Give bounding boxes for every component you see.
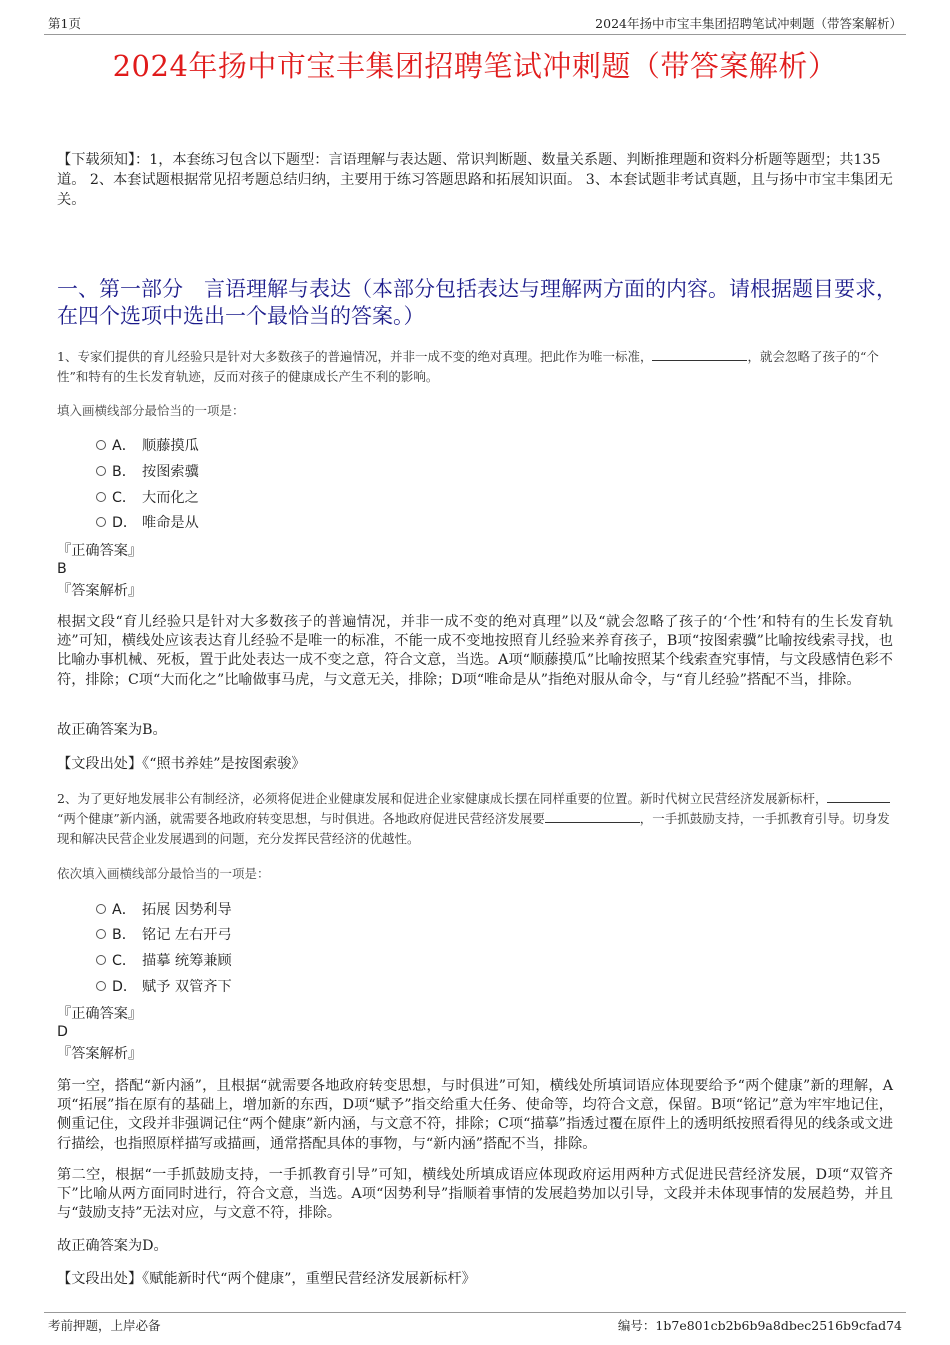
page-header xyxy=(44,12,906,35)
page-title: 2024年扬中市宝丰集团招聘笔试冲刺题（带答案解析） xyxy=(112,49,838,83)
header-doc-title: 2024年扬中市宝丰集团招聘笔试冲刺题（带答案解析） xyxy=(595,16,902,31)
question-2-analysis-2: 第二空，根据“一手抓鼓励支持，一手抓教育引导”可知，横线处所填成语应体现政府运用两种方式促进民营经济发展，D项“双管齐下”比喻从两方面同时进行，符合文意，当选。A项“因势利导”指顺着事情的发展趋势加以引导，文段并未体现事情的发展趋势，并且与“鼓励支持”无法对应，与文意不符，排除。 xyxy=(57,1167,893,1222)
page-number: 第1页 xyxy=(48,16,81,31)
radio-icon[interactable] xyxy=(96,517,106,527)
download-notice: 【下载须知】：1，本套练习包含以下题型：言语理解与表达题、常识判断题、数量关系题、判断推理题和资料分析题等题型；共135道。 2、本套试题根据常见招考题总结归纳，主要用于练习答题思路和拓展知识面。 3、本套试题非考试真题，且与扬中市宝丰集团无关。 xyxy=(57,152,893,208)
question-1-option-d[interactable]: D． 唯命是从 xyxy=(96,513,199,533)
answer-blank xyxy=(827,790,890,803)
question-2-conclusion: 故正确答案为D。 xyxy=(57,1238,168,1254)
question-2-option-d[interactable]: D． 赋予 双管齐下 xyxy=(96,977,232,997)
question-1-option-b[interactable]: B． 按图索骥 xyxy=(96,462,199,482)
analysis-label: 『答案解析』 xyxy=(57,583,143,599)
footer-doc-id: 编号：1b7e801cb2b6b9a8dbec2516b9cfad74 xyxy=(617,1318,902,1333)
question-1-option-c[interactable]: C． 大而化之 xyxy=(96,488,199,508)
question-1-answer: B xyxy=(57,561,67,577)
question-2-source: 【文段出处】《赋能新时代“两个健康”，重塑民营经济发展新标杆》 xyxy=(57,1271,476,1287)
question-1-analysis: 根据文段“育儿经验只是针对大多数孩子的普遍情况，并非一成不变的绝对真理”以及“就会忽略了孩子的‘个性’和特有的生长发育轨迹”可知，横线处应该表达育儿经验不是唯一的标准，不能一成不变地按照育儿经验来养育孩子，B项“按图索骥”比喻按线索寻找，也比喻办事机械、死板，置于此处表达一成不变之意，符合文意，当选。A项“顺藤摸瓜”比喻按照某个线索查究事情，与文段感情色彩不符，排除；C项“大而化之”比喻做事马虎，与文意无关，排除；D项“唯命是从”指绝对服从命令，与“育儿经验”搭配不当，排除。 xyxy=(57,614,893,688)
footer-slogan: 考前押题，上岸必备 xyxy=(48,1318,161,1333)
radio-icon[interactable] xyxy=(96,929,106,939)
question-2-text: 2、为了更好地发展非公有制经济，必须将促进企业健康发展和促进企业家健康成长摆在同样重要的位置。新时代树立民营经济发展新标杆，“两个健康”新内涵，就需要各地政府转变思想，与时俱进。各地政府促进民营经济发展要 ，一手抓鼓励支持，一手抓教育引导。切身发现和解决民营企业发展遇到的问题，充分发挥民营经济的优越性。 xyxy=(57,791,890,846)
radio-icon[interactable] xyxy=(96,981,106,991)
radio-icon[interactable] xyxy=(96,492,106,502)
correct-answer-label: 『正确答案』 xyxy=(57,1006,143,1022)
radio-icon[interactable] xyxy=(96,440,106,450)
page-footer xyxy=(44,1312,906,1335)
question-2-option-a[interactable]: A． 拓展 因势利导 xyxy=(96,900,232,920)
question-1-option-a[interactable]: A． 顺藤摸瓜 xyxy=(96,436,199,456)
answer-blank xyxy=(545,810,640,823)
question-1-conclusion: 故正确答案为B。 xyxy=(57,722,167,738)
analysis-label: 『答案解析』 xyxy=(57,1046,143,1062)
question-2-answer: D xyxy=(57,1024,68,1040)
question-1-text: 1、专家们提供的育儿经验只是针对大多数孩子的普遍情况，并非一成不变的绝对真理。把此作为唯一标准， ，就会忽略了孩子的“个性”和特有的生长发育轨迹，反而对孩子的健康成长产生不利的影响。 xyxy=(57,349,879,384)
answer-blank xyxy=(652,348,747,361)
question-2-analysis-1: 第一空，搭配“新内涵”，且根据“就需要各地政府转变思想，与时俱进”可知，横线处所填词语应体现要给予“两个健康”新的理解，A项“拓展”指在原有的基础上，增加新的东西，D项“赋予”指交给重大任务、使命等，均符合文意，保留。B项“铭记”意为牢牢地记住，侧重记住，文段并非强调记住“两个健康”新内涵，与文意不符，排除；C项“描摹”指透过覆在原件上的透明纸按照看得见的线条或文进行描绘，也指照原样描写或描画，通常搭配具体的事物，与“新内涵”搭配不当，排除。 xyxy=(57,1078,893,1152)
section-title: 一、第一部分 言语理解与表达（本部分包括表达与理解两方面的内容。请根据题目要求，在四个选项中选出一个最恰当的答案。） xyxy=(57,277,897,328)
question-2-instruction: 依次填入画横线部分最恰当的一项是： xyxy=(57,866,270,881)
radio-icon[interactable] xyxy=(96,904,106,914)
question-2-option-c[interactable]: C． 描摹 统筹兼顾 xyxy=(96,951,232,971)
question-2-option-b[interactable]: B． 铭记 左右开弓 xyxy=(96,925,232,945)
question-1-source: 【文段出处】《“照书养娃”是按图索骏》 xyxy=(57,756,306,772)
radio-icon[interactable] xyxy=(96,466,106,476)
correct-answer-label: 『正确答案』 xyxy=(57,543,143,559)
radio-icon[interactable] xyxy=(96,955,106,965)
question-1-instruction: 填入画横线部分最恰当的一项是： xyxy=(57,403,245,418)
